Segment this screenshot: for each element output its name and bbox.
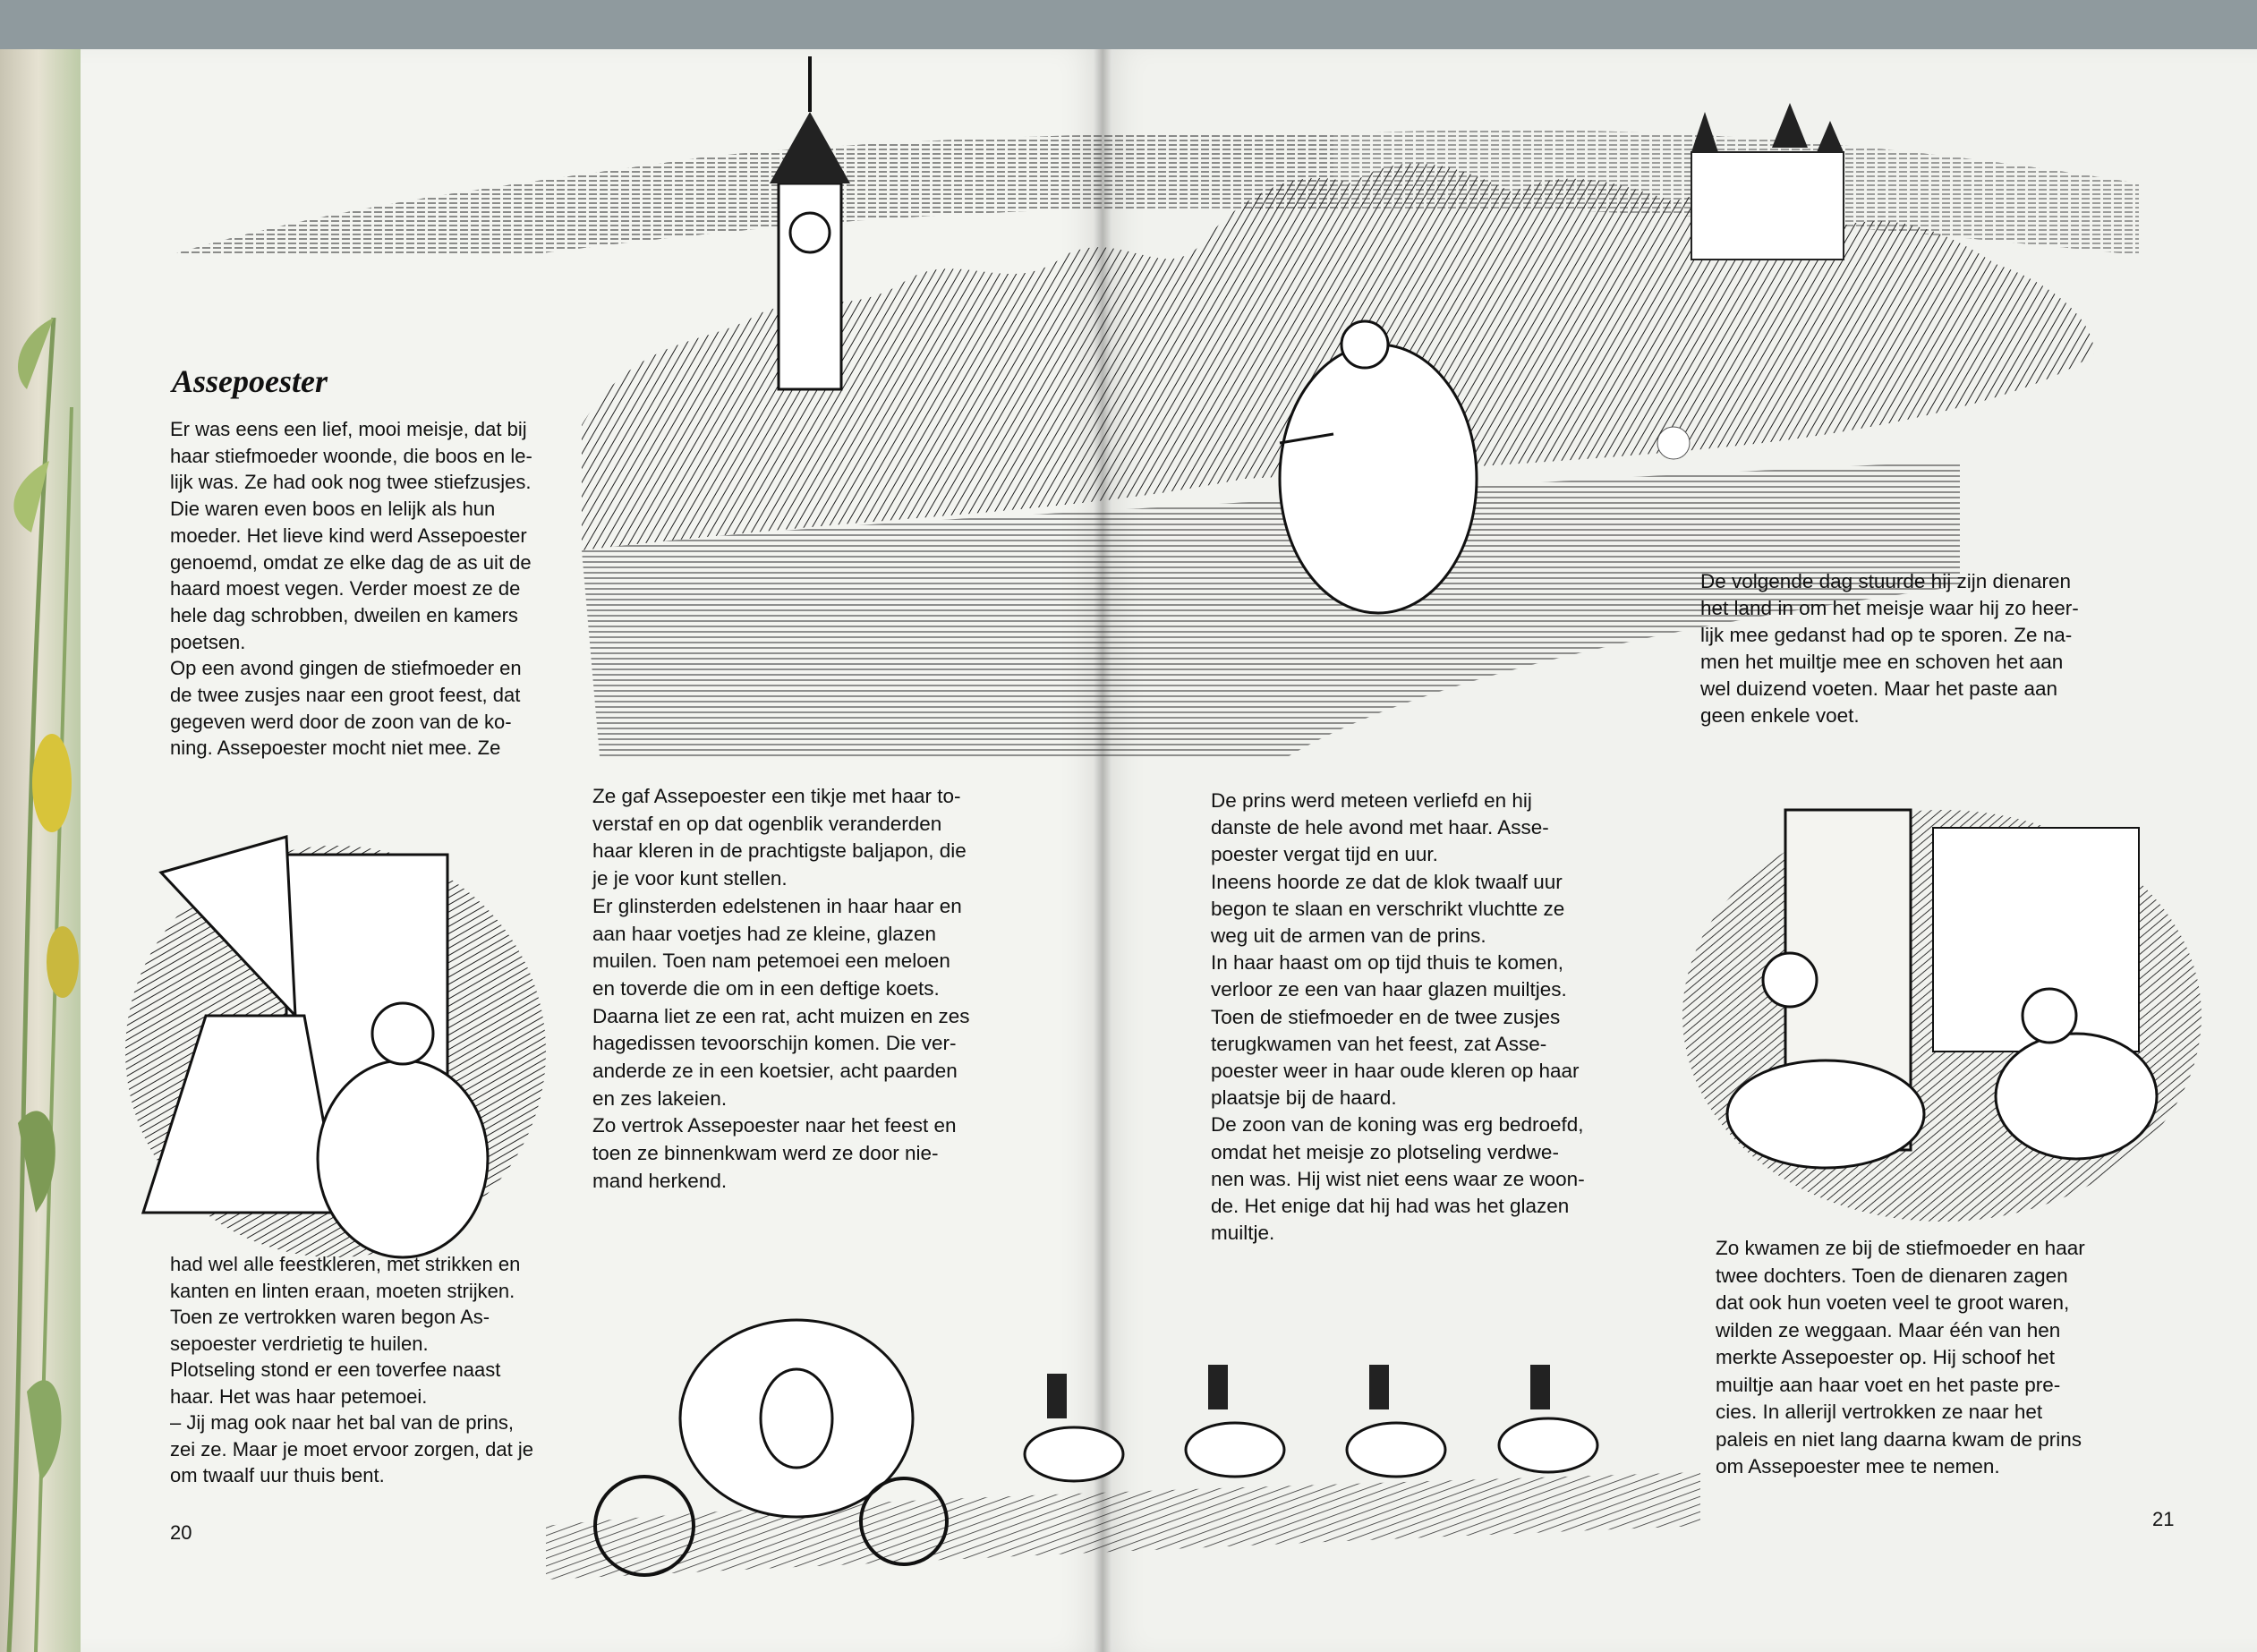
prince-slipper-illustration: [1674, 756, 2255, 1257]
right-column-top-text: De volgende dag stuurde hij zijn dienaren het land in om het meisje waar hij zo heer- lijk mee gedanst had op te sporen. Ze na- men het muiltje mee en schoven het aan wel duizend voeten. Maar het paste aan geen enkele voet.: [1700, 570, 2079, 727]
right-column-bottom-text: Zo kwamen ze bij de stiefmoeder en haar twee dochters. Toen de dienaren zagen dat ook hun voeten veel te groot waren, wilden ze weggaan. Maar één van hen merkte Assepoester op. Hij schoof het muiltje aan haar voet en het paste pre- cies. In allerijl vertrokken ze naar het paleis en niet lang daarna kwam de prins om Assepoester mee te nemen.: [1716, 1237, 2085, 1477]
left-column-top-text: Er was eens een lief, mooi meisje, dat bij haar stiefmoeder woonde, die boos en le- lijk was. Ze had ook nog twee stiefzusjes. Die waren even boos en lelijk als hun moeder. Het lieve kind werd Assepoester genoemd, omdat ze elke dag de as uit de haard moest vegen. Verder moest ze de hele dag schrobben, dweilen en kamers poetsen. Op een avond gingen de stiefmoeder en de twee zusjes naar een groot feest, dat gegeven werd door de zoon van de ko- ning. Assepoester mocht niet mee. Ze: [170, 418, 532, 760]
center-left-column-text: Ze gaf Assepoester een tikje met haar to- verstaf en op dat ogenblik veranderden haar kleren in de prachtigste baljapon, die je je voor kunt stellen. Er glinsterden edelstenen in haar haar en aan haar voetjes had ze kleine, glazen muilen. Toen nam petemoei een meloen en toverde die om in een deftige koets. Daarna liet ze een rat, acht muizen en zes hagedissen tevoorschijn komen. Die ver- anderde ze in een koetsier, acht paarden en zes lakeien. Zo vertrok Assepoester naar het feest en toen ze binnenkwam werd ze door nie- mand herkend.: [592, 785, 970, 1192]
carriage-illustration: [546, 1230, 1700, 1580]
open-book: [0, 49, 2257, 1652]
page-number-left: 20: [170, 1521, 192, 1544]
page-number-right: 21: [2152, 1508, 2175, 1530]
center-right-column-text: De prins werd meteen verliefd en hij danste de hele avond met haar. Asse- poester vergat tijd en uur. Ineens hoorde ze dat de klok twaalf uur begon te slaan en verschrikt vluchtte ze weg uit de armen van de prins. In haar haast om op tijd thuis te komen, verloor ze een van haar glazen muiltjes. Toen de stiefmoeder en de twee zusjes terugkwamen van het feest, zat Asse- poester weer in haar oude kleren op haar plaatsje bij de haard. De zoon van de koning was erg bedroefd, omdat het meisje zo plotseling verdwe- nen was. Hij wist niet eens waar ze woon- de. Het enige dat hij had was het glazen muiltje.: [1211, 789, 1585, 1245]
left-column-bottom-text: had wel alle feestkleren, met strikken en kanten en linten eraan, moeten strijken. Toen ze vertrokken waren begon As- sepoester verdrietig te huilen. Plotseling stond er een toverfee naast haar. Het was haar petemoei. – Jij mag ook naar het bal van de prins, zei ze. Maar je moet ervoor zorgen, dat je om twaalf uur thuis bent.: [170, 1253, 533, 1486]
plant-illustration-edge: [0, 49, 85, 1652]
godmother-illustration: [107, 783, 555, 1284]
story-title: Assepoester: [172, 363, 328, 399]
